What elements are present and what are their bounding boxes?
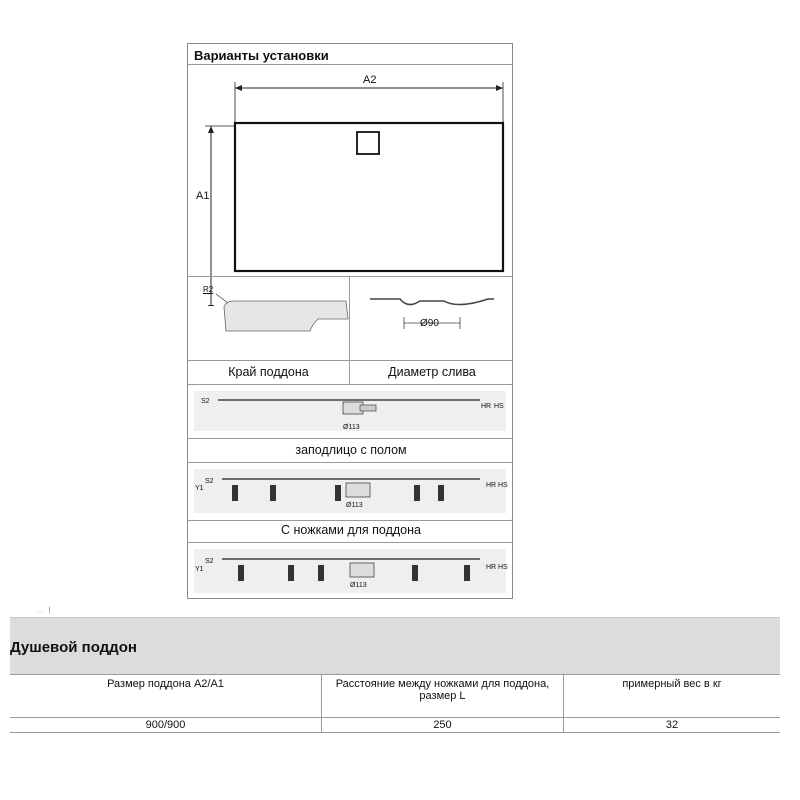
legs2-hs-label: HS <box>498 564 508 571</box>
cell-size: 900/900 <box>10 718 322 732</box>
legs-caption: С ножками для поддона <box>281 523 421 537</box>
col-weight-header: примерный вес в кг <box>622 678 722 690</box>
edge-drain-details <box>188 277 514 357</box>
flush-hs-label: HS <box>494 403 504 410</box>
legs-install-drawing-2 <box>188 543 514 598</box>
drain-caption: Диаметр слива <box>388 365 476 379</box>
drain-diameter-label: Ø90 <box>420 318 439 329</box>
dim-a2-label: A2 <box>363 74 377 86</box>
legs1-s2-label: S2 <box>205 478 214 485</box>
legs1-y1-label: Y1 <box>195 485 204 492</box>
title-divider <box>188 64 512 65</box>
installation-panel <box>187 43 513 599</box>
spec-title: Душевой поддон <box>10 639 137 656</box>
legs2-s2-label: S2 <box>205 558 214 565</box>
col-distance-header: Расстояние между ножками для поддона, размер L <box>322 675 564 717</box>
spec-header-row <box>10 674 780 718</box>
spec-table <box>10 617 780 733</box>
panel-title: Варианты установки <box>194 48 329 63</box>
cell-distance: 250 <box>322 718 564 732</box>
tray-top-view-drawing <box>188 66 514 306</box>
flush-hr-label: HR <box>481 403 492 410</box>
cell-weight: 32 <box>665 719 679 731</box>
spec-header <box>10 617 780 674</box>
legs2-y1-label: Y1 <box>195 566 204 573</box>
page-marker: . . | <box>37 607 51 614</box>
dim-a1-label: A1 <box>196 190 210 202</box>
section-divider-4 <box>188 438 512 439</box>
legs1-hs-label: HS <box>498 482 508 489</box>
legs-install-drawing-1 <box>188 463 514 518</box>
edge-caption: Край поддона <box>228 365 309 379</box>
table-row <box>10 718 780 733</box>
legs2-d113-label: Ø113 <box>350 582 367 589</box>
legs2-hr-label: HR <box>486 564 497 571</box>
section-divider-6 <box>188 520 512 521</box>
section-divider-2 <box>188 360 512 361</box>
flush-caption: заподлицо с полом <box>295 443 407 457</box>
col-size-header: Размер поддона A2/A1 <box>10 675 322 717</box>
flush-s2-label: S2 <box>201 398 210 405</box>
legs1-hr-label: HR <box>486 482 497 489</box>
legs1-d113-label: Ø113 <box>346 502 363 509</box>
flush-d113-label: Ø113 <box>343 424 360 431</box>
r2-label: R2 <box>203 285 214 294</box>
